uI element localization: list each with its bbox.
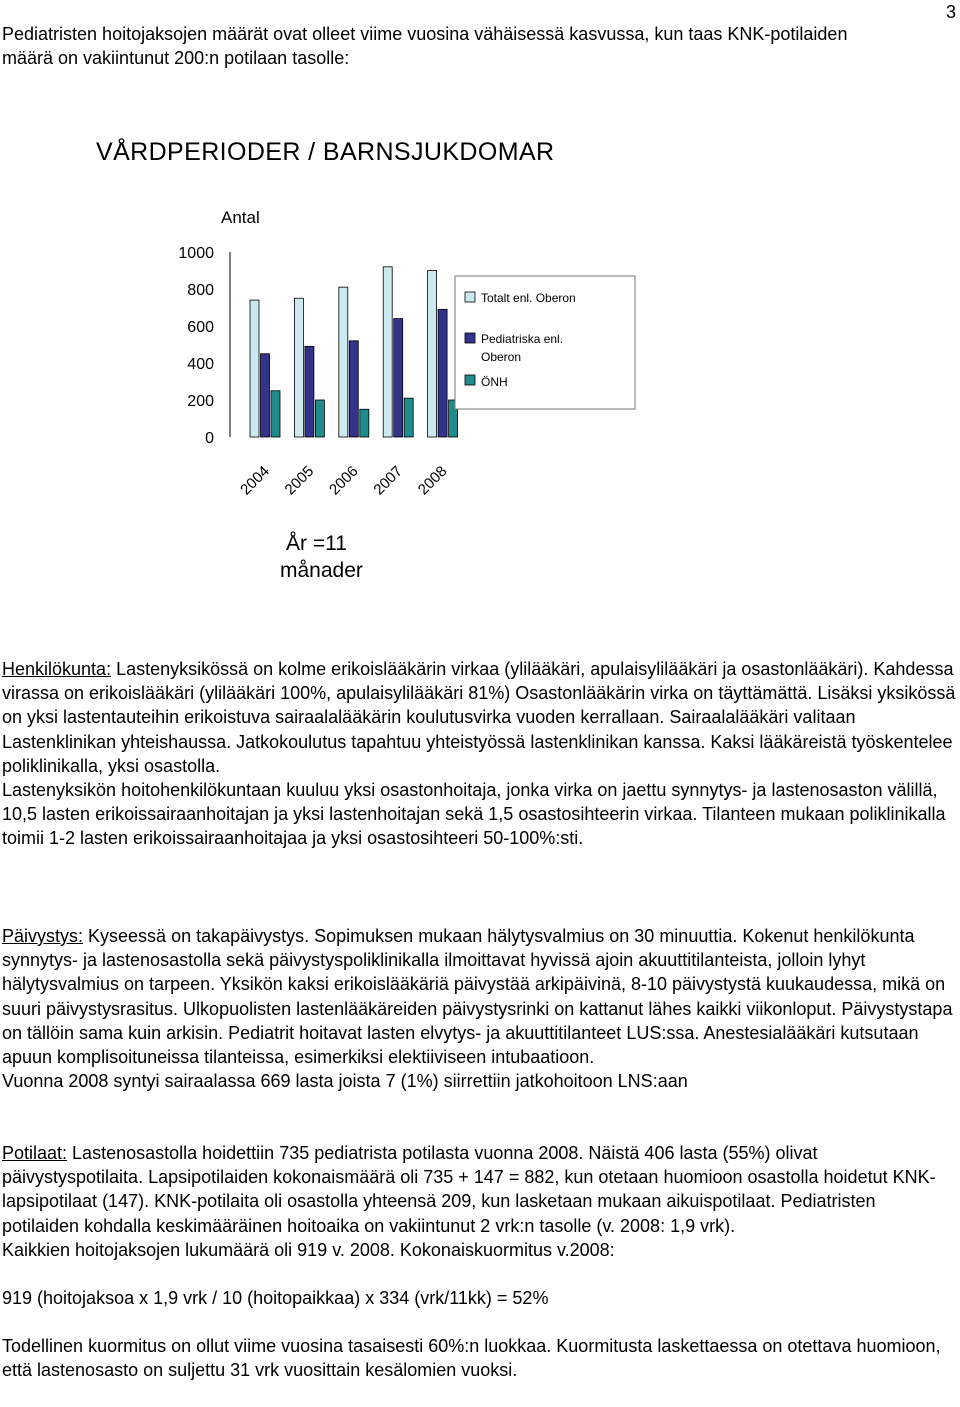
x-tick-label: 2006 <box>326 462 362 499</box>
bar-2004-2 <box>271 391 280 437</box>
henkilokunta-label: Henkilökunta: <box>2 659 112 679</box>
potilaat-section <box>2 1141 956 1383</box>
y-axis-label: Antal <box>221 208 260 227</box>
legend-swatch-totalt <box>465 292 475 302</box>
bar-2007-2 <box>404 398 413 437</box>
y-tick-label: 1000 <box>178 245 214 262</box>
bar-2006-1 <box>349 341 358 437</box>
bar-2005-0 <box>294 298 303 437</box>
bar-2004-1 <box>261 354 270 437</box>
x-tick-label: 2007 <box>370 462 407 499</box>
bar-2006-2 <box>360 409 369 437</box>
paivystys-section <box>2 924 956 1093</box>
x-axis-label-line1: År =11 <box>286 532 347 555</box>
potilaat-closing: Todellinen kuormitus on ollut viime vuosina tasaisesti 60%:n luokkaa. Kuormitusta laskettaessa on otettava huomioon, että lastenosasto on suljettu 31 vrk vuosittain kesälomien vuoksi. <box>2 1336 941 1381</box>
x-axis-label-line2: månader <box>280 559 363 582</box>
potilaat-formula: 919 (hoitojaksoa x 1,9 vrk / 10 (hoitopaikkaa) x 334 (vrk/11kk) = 52% <box>2 1288 549 1309</box>
intro-paragraph: Pediatristen hoitojaksojen määrät ovat olleet viime vuosina vähäisessä kasvussa, kun taas KNK-potilaiden määrä on vakiintunut 200:n potilaan tasolle: <box>2 24 848 68</box>
bar-chart <box>0 0 960 600</box>
legend-label-oberon: Oberon <box>481 350 522 364</box>
chart-bars <box>250 267 458 437</box>
henkilokunta-section <box>2 657 956 851</box>
bar-2007-0 <box>383 267 392 437</box>
y-tick-label: 400 <box>187 356 214 373</box>
potilaat-text: Lastenosastolla hoidettiin 735 pediatrista potilasta vuonna 2008. Näistä 406 lasta (55%) olivat päivystyspotilaita. Lapsipotilaiden kokonaismäärä oli 735 + 147 = 882, kun otetaan huomioon osastolla hoidetut KNK-lapsipotilaat (147). KNK-potilaita oli osastolla yhteensä 209, kun lasketaan mukaan aikuispotilaat. Pediatristen potilaiden kohdalla keskimääräinen hoitoaika on vakiintunut 2 vrk:n tasolle (v. 2008: 1,9 vrk). <box>2 1143 936 1236</box>
legend-swatch-onh <box>465 375 475 385</box>
y-tick-label: 0 <box>205 430 214 447</box>
x-tick-label: 2004 <box>237 462 273 499</box>
legend-swatch-pediatriska <box>465 333 475 343</box>
y-tick-label: 600 <box>187 319 214 336</box>
legend-label-totalt: Totalt enl. Oberon <box>481 291 576 305</box>
x-axis-ticks <box>237 463 450 499</box>
chart-title: VÅRDPERIODER / BARNSJUKDOMAR <box>96 138 555 166</box>
bar-2008-1 <box>438 309 447 437</box>
bar-2005-1 <box>305 346 314 437</box>
potilaat-text2: Kaikkien hoitojaksojen lukumäärä oli 919 v. 2008. Kokonaiskuormitus v.2008: <box>2 1239 615 1260</box>
legend-label-pediatriska: Pediatriska enl. <box>481 332 564 346</box>
bar-2007-1 <box>394 319 403 437</box>
bar-2006-0 <box>339 287 348 437</box>
y-tick-label: 200 <box>187 393 214 410</box>
y-tick-label: 800 <box>187 282 214 299</box>
x-tick-label: 2008 <box>414 462 451 499</box>
paivystys-label: Päivystys: <box>2 926 84 946</box>
legend-label-onh: ÖNH <box>481 375 508 389</box>
x-tick-label: 2005 <box>281 462 318 499</box>
paivystys-text2: Vuonna 2008 syntyi sairaalassa 669 lasta joista 7 (1%) siirrettiin jatkohoitoon LNS:aan <box>2 1071 688 1092</box>
paivystys-text: Kyseessä on takapäivystys. Sopimuksen mukaan hälytysvalmius on 30 minuuttia. Kokenut henkilökunta synnytys- ja lastenosastolla sekä päivystyspoliklinikalla ilmoittavat hyvissä ajoin akuuttitilanteista, jolloin lyhyt hälytysvalmius on tarpeen. Yksikön kaksi erikoislääkäriä päivystää arkipäivinä, 8-10 päivystystä kuukaudessa, mikä on suuri päivystysrasitus. Ulkopuolisten lastenlääkäreiden päivystysrinki on kattanut lähes kaikki viikonloput. Päivystystapa on tällöin sama kuin arkisin. Pediatrit hoitavat lasten elvytys- ja akuuttitilanteet LUS:ssa. Anestesialääkäri kutsutaan apuun komplisoituneissa tilanteissa, esimerkiksi elektiiviseen intubaatioon. <box>2 926 953 1068</box>
bar-2005-2 <box>315 400 324 437</box>
potilaat-label: Potilaat: <box>2 1143 68 1163</box>
henkilokunta-text: Lastenyksikössä on kolme erikoislääkärin virkaa (ylilääkäri, apulaisylilääkäri ja osastonlääkäri). Kahdessa virassa on erikoislääkäri (ylilääkäri 100%, apulaisylilääkäri 81%) Osastonlääkärin virka on täyttämättä. Lisäksi yksikössä on yksi lastentauteihin erikoistuva sairaalalääkärin koulutusvirka vuoden kerrallaan. Sairaalalääkäri valitaan Lastenklinikan yhteishaussa. Jatkokoulutus tapahtuu yhteistyössä lastenklinikan kanssa. Kaksi lääkäreistä työskentelee poliklinikalla, yksi osastolla. <box>2 659 956 776</box>
bar-2004-0 <box>250 300 259 437</box>
page-number: 3 <box>945 2 956 22</box>
bar-2008-0 <box>428 271 437 438</box>
y-axis-ticks <box>178 245 230 447</box>
henkilokunta-text2: Lastenyksikön hoitohenkilökuntaan kuuluu yksi osastonhoitaja, jonka virka on jaettu synnytys- ja lastenosaston välillä, 10,5 lasten erikoissairaanhoitajan ja yksi lastenhoitajan sekä 1,5 osastosihteerin virkaa. Tilanteen mukaan poliklinikalla toimii 1-2 lasten erikoissairaanhoitajaa ja yksi osastosihteeri 50-100%:sti. <box>2 780 946 849</box>
